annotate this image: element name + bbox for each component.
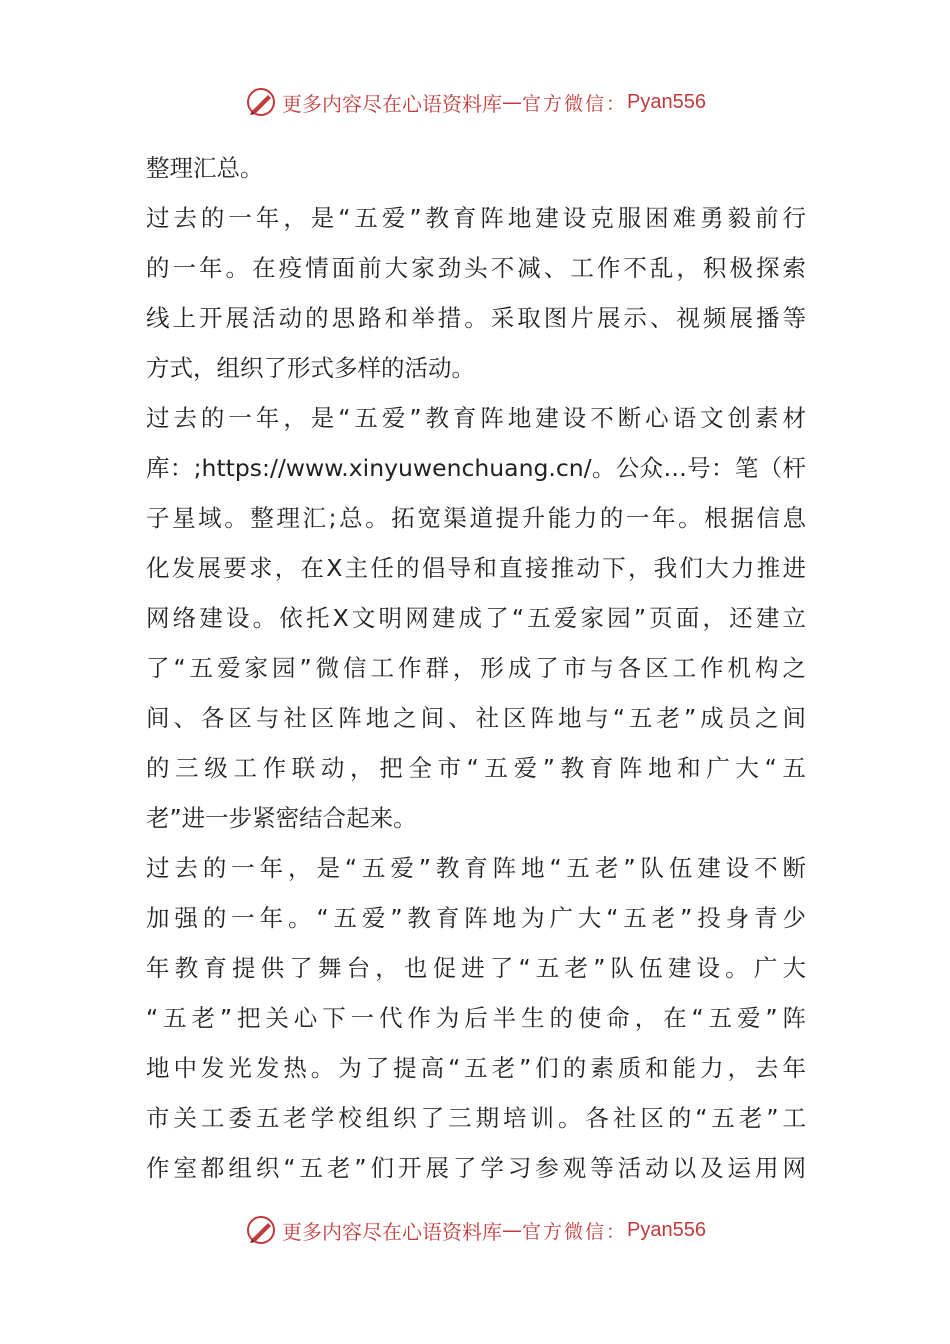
text-line: 了“五爱家园”微信工作群，形成了市与各区工作机构之 (146, 654, 806, 682)
pen-logo-icon (244, 85, 278, 119)
text-line: 老”进一步紧密结合起来。 (146, 804, 417, 832)
text-line: 市关工委五老学校组织了三期培训。各社区的“五老”工 (146, 1104, 806, 1132)
banner-wechat-id: Pyan556 (627, 90, 706, 113)
banner-wechat-label: 官方微信： (522, 92, 628, 115)
banner-separator: — (502, 1218, 522, 1242)
banner-wechat-label: 官方微信： (522, 1220, 628, 1243)
text-line: 过去的一年，是“五爱”教育阵地“五老”队伍建设不断 (146, 854, 806, 882)
text-line: 线上开展活动的思路和举措。采取图片展示、视频展播等 (146, 304, 806, 332)
text-line: 地中发光发热。为了提高“五老”们的素质和能力，去年 (146, 1054, 806, 1082)
header-banner (0, 82, 950, 122)
banner-wechat-id: Pyan556 (627, 1218, 706, 1241)
text-line: 整理汇总。 (146, 154, 264, 182)
banner-brand-text: 更多内容尽在心语资料库 (282, 91, 502, 116)
text-line: 加强的一年。“五爱”教育阵地为广大“五老”投身青少 (146, 904, 806, 932)
pen-logo-icon (244, 1213, 278, 1247)
text-line: 子星域。整理汇;总。拓宽渠道提升能力的一年。根据信息 (146, 504, 806, 532)
document-body (146, 143, 806, 1193)
text-line: 化发展要求，在X主任的倡导和直接推动下，我们大力推进 (146, 554, 806, 582)
text-line: “五老”把关心下一代作为后半生的使命，在“五爱”阵 (146, 1004, 806, 1032)
text-line: 过去的一年，是“五爱”教育阵地建设不断心语文创素材 (146, 404, 806, 432)
text-line: 年教育提供了舞台，也促进了“五老”队伍建设。广大 (146, 954, 806, 982)
text-line: 的一年。在疫情面前大家劲头不减、工作不乱，积极探索 (146, 254, 806, 282)
text-line: 作室都组织“五老”们开展了学习参观等活动以及运用网 (146, 1154, 806, 1182)
text-line: 网络建设。依托X文明网建成了“五爱家园”页面，还建立 (146, 604, 806, 632)
text-line: 库：;https://www.xinyuwenchuang.cn/。公众…号：笔（杆 (146, 454, 806, 482)
text-line: 的三级工作联动，把全市“五爱”教育阵地和广大“五 (146, 754, 806, 782)
text-line: 间、各区与社区阵地之间、社区阵地与“五老”成员之间 (146, 704, 806, 732)
banner-brand-text: 更多内容尽在心语资料库 (282, 1219, 502, 1244)
footer-banner (0, 1210, 950, 1250)
text-line: 方式，组织了形式多样的活动。 (146, 354, 475, 382)
banner-separator: — (502, 90, 522, 114)
text-line: 过去的一年，是“五爱”教育阵地建设克服困难勇毅前行 (146, 204, 806, 232)
